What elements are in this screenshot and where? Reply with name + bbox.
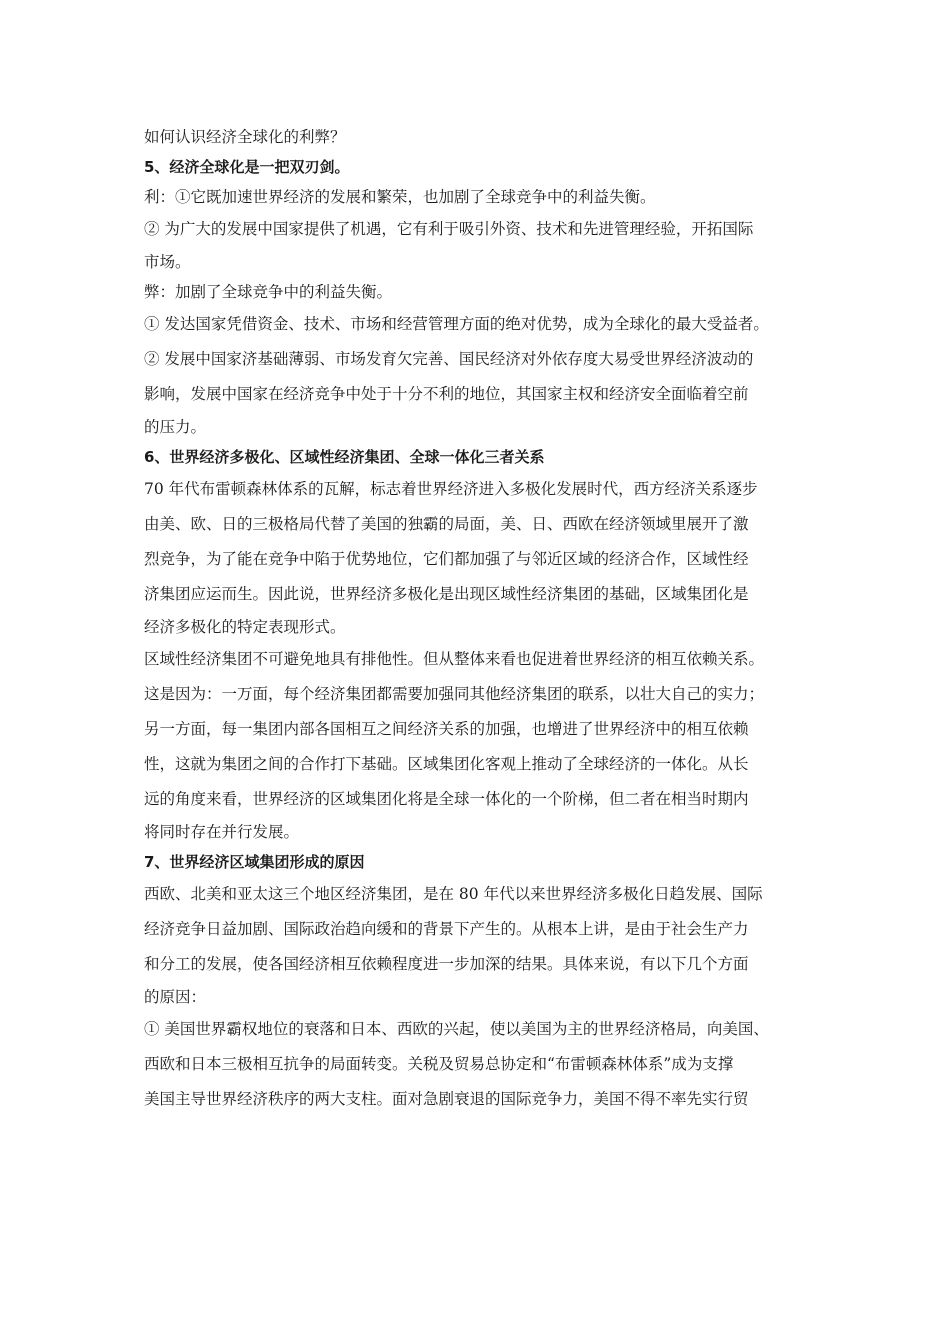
paragraph-line: 经济竞争日益加剧、国际政治趋向缓和的背景下产生的。从根本上讲，是由于社会生产力 xyxy=(144,920,749,938)
intro-question: 如何认识经济全球化的利弊？ xyxy=(144,128,346,146)
paragraph-line: 另一方面，每一集团内部各国相互之间经济关系的加强，也增进了世界经济中的相互依赖 xyxy=(144,720,749,738)
paragraph-line: 西欧和日本三极相互抗争的局面转变。关税及贸易总协定和“布雷顿森林体系”成为支撑 xyxy=(144,1055,734,1073)
paragraph-line: 远的角度来看，世界经济的区域集团化将是全球一体化的一个阶梯，但二者在相当时期内 xyxy=(144,790,749,808)
paragraph-line: ① 发达国家凭借资金、技术、市场和经营管理方面的绝对优势，成为全球化的最大受益者。 xyxy=(144,315,769,333)
paragraph-line: 性，这就为集团之间的合作打下基础。区域集团化客观上推动了全球经济的一体化。从长 xyxy=(144,755,749,773)
paragraph-line: 弊：加剧了全球竞争中的利益失衡。 xyxy=(144,283,393,301)
section-heading-6: 6、世界经济多极化、区域性经济集团、全球一体化三者关系 xyxy=(144,448,545,466)
section-heading-5: 5、经济全球化是一把双刃剑。 xyxy=(144,158,350,176)
paragraph-line: 将同时存在并行发展。 xyxy=(144,823,300,841)
paragraph-line: 由美、欧、日的三极格局代替了美国的独霸的局面，美、日、西欧在经济领域里展开了激 xyxy=(144,515,749,533)
paragraph-line: 的原因： xyxy=(144,988,207,1006)
paragraph-line: 70 年代布雷顿森林体系的瓦解，标志着世界经济进入多极化发展时代，西方经济关系逐步 xyxy=(144,480,758,498)
paragraph-line: 利：①它既加速世界经济的发展和繁荣，也加剧了全球竞争中的利益失衡。 xyxy=(144,188,656,206)
document-body xyxy=(144,122,816,1117)
paragraph-line: ① 美国世界霸权地位的衰落和日本、西欧的兴起，使以美国为主的世界经济格局，向美国、 xyxy=(144,1020,769,1038)
paragraph-line: ② 为广大的发展中国家提供了机遇，它有利于吸引外资、技术和先进管理经验，开拓国际 xyxy=(144,220,754,238)
paragraph-line: 经济多极化的特定表现形式。 xyxy=(144,618,346,636)
paragraph-line: 这是因为：一万面，每个经济集团都需要加强同其他经济集团的联系，以壮大自己的实力； xyxy=(144,685,765,703)
paragraph-line: 的压力。 xyxy=(144,418,207,436)
paragraph-line: 烈竞争，为了能在竞争中陷于优势地位，它们都加强了与邻近区域的经济合作，区域性经 xyxy=(144,550,749,568)
paragraph-line: 和分工的发展，使各国经济相互依赖程度进一步加深的结果。具体来说，有以下几个方面 xyxy=(144,955,749,973)
paragraph-line: 影响，发展中国家在经济竞争中处于十分不利的地位，其国家主权和经济安全面临着空前 xyxy=(144,385,749,403)
paragraph-line: 西欧、北美和亚太这三个地区经济集团，是在 80 年代以来世界经济多极化日趋发展、国际 xyxy=(144,885,763,903)
paragraph-line: 市场。 xyxy=(144,253,191,271)
paragraph-line: 区域性经济集团不可避免地具有排他性。但从整体来看也促进着世界经济的相互依赖关系。 xyxy=(144,650,765,668)
paragraph-line: ② 发展中国家济基础薄弱、市场发育欠完善、国民经济对外依存度大易受世界经济波动的 xyxy=(144,350,754,368)
paragraph-line: 济集团应运而生。因此说，世界经济多极化是出现区域性经济集团的基础，区域集团化是 xyxy=(144,585,749,603)
paragraph-line: 美国主导世界经济秩序的两大支柱。面对急剧衰退的国际竞争力，美国不得不率先实行贸 xyxy=(144,1090,749,1108)
section-heading-7: 7、世界经济区域集团形成的原因 xyxy=(144,853,365,871)
